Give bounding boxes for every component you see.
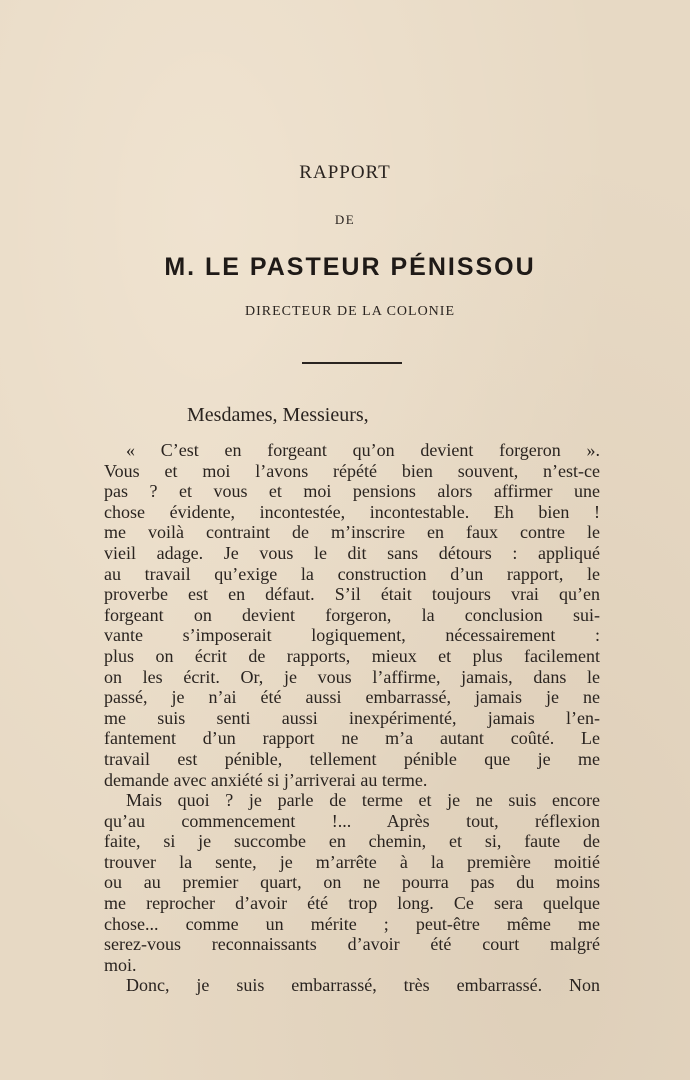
body-text	[104, 440, 600, 996]
text-line: chose... comme un mérite ; peut-être même me	[104, 913, 600, 934]
text-line: demande avec anxiété si j’arriverai au terme.	[104, 769, 428, 790]
text-line: vante s’imposerait logiquement, nécessairement :	[104, 625, 600, 646]
text-line: proverbe est en défaut. S’il était toujours vrai qu’en	[104, 584, 600, 605]
text-line: trouver la sente, je m’arrête à la première moitié	[104, 851, 600, 872]
text-line: chose évidente, incontestée, incontestable. Eh bien !	[104, 501, 600, 522]
text-line: me reprocher d’avoir été trop long. Ce sera quelque	[104, 893, 600, 914]
text-line: travail est pénible, tellement pénible que je me	[104, 748, 600, 769]
text-line: qu’au commencement !... Après tout, réflexion	[104, 810, 600, 831]
text-line: Vous et moi l’avons répété bien souvent, n’est-ce	[104, 460, 600, 481]
heading-author-title: DIRECTEUR DE LA COLONIE	[244, 304, 456, 319]
text-line: Donc, je suis embarrassé, très embarrassé. Non	[126, 975, 600, 996]
heading-rapport: RAPPORT	[299, 162, 391, 183]
text-line: passé, je n’ai été aussi embarrassé, jamais je ne	[104, 687, 600, 708]
text-line: forgeant on devient forgeron, la conclusion sui-	[104, 604, 600, 625]
text-line: fantement d’un rapport ne m’a autant coûté. Le	[104, 728, 600, 749]
text-line: ou au premier quart, on ne pourra pas du moins	[104, 872, 600, 893]
text-line: « C’est en forgeant qu’on devient forgeron ».	[126, 440, 600, 460]
text-line: pas ? et vous et moi pensions alors affirmer une	[104, 481, 600, 502]
text-line: plus on écrit de rapports, mieux et plus facilement	[104, 645, 600, 666]
text-line: au travail qu’exige la construction d’un rapport, le	[104, 563, 600, 584]
text-line: faite, si je succombe en chemin, et si, faute de	[104, 831, 600, 852]
text-line: moi.	[104, 954, 137, 975]
text-line: vieil adage. Je vous le dit sans détours : appliqué	[104, 542, 600, 563]
text-line: Mais quoi ? je parle de terme et je ne suis encore	[126, 790, 600, 811]
salutation: Mesdames, Messieurs,	[187, 404, 369, 426]
separator-rule	[302, 362, 402, 364]
heading-author-name: M. LE PASTEUR PÉNISSOU	[164, 253, 536, 281]
text-line: on les écrit. Or, je vous l’affirme, jamais, dans le	[104, 666, 600, 687]
text-line: me suis senti aussi inexpérimenté, jamais l’en-	[104, 707, 600, 728]
heading-de: DE	[334, 212, 356, 227]
text-line: serez-vous reconnaissants d’avoir été court malgré	[104, 934, 600, 955]
text-line: me voilà contraint de m’inscrire en faux contre le	[104, 522, 600, 543]
